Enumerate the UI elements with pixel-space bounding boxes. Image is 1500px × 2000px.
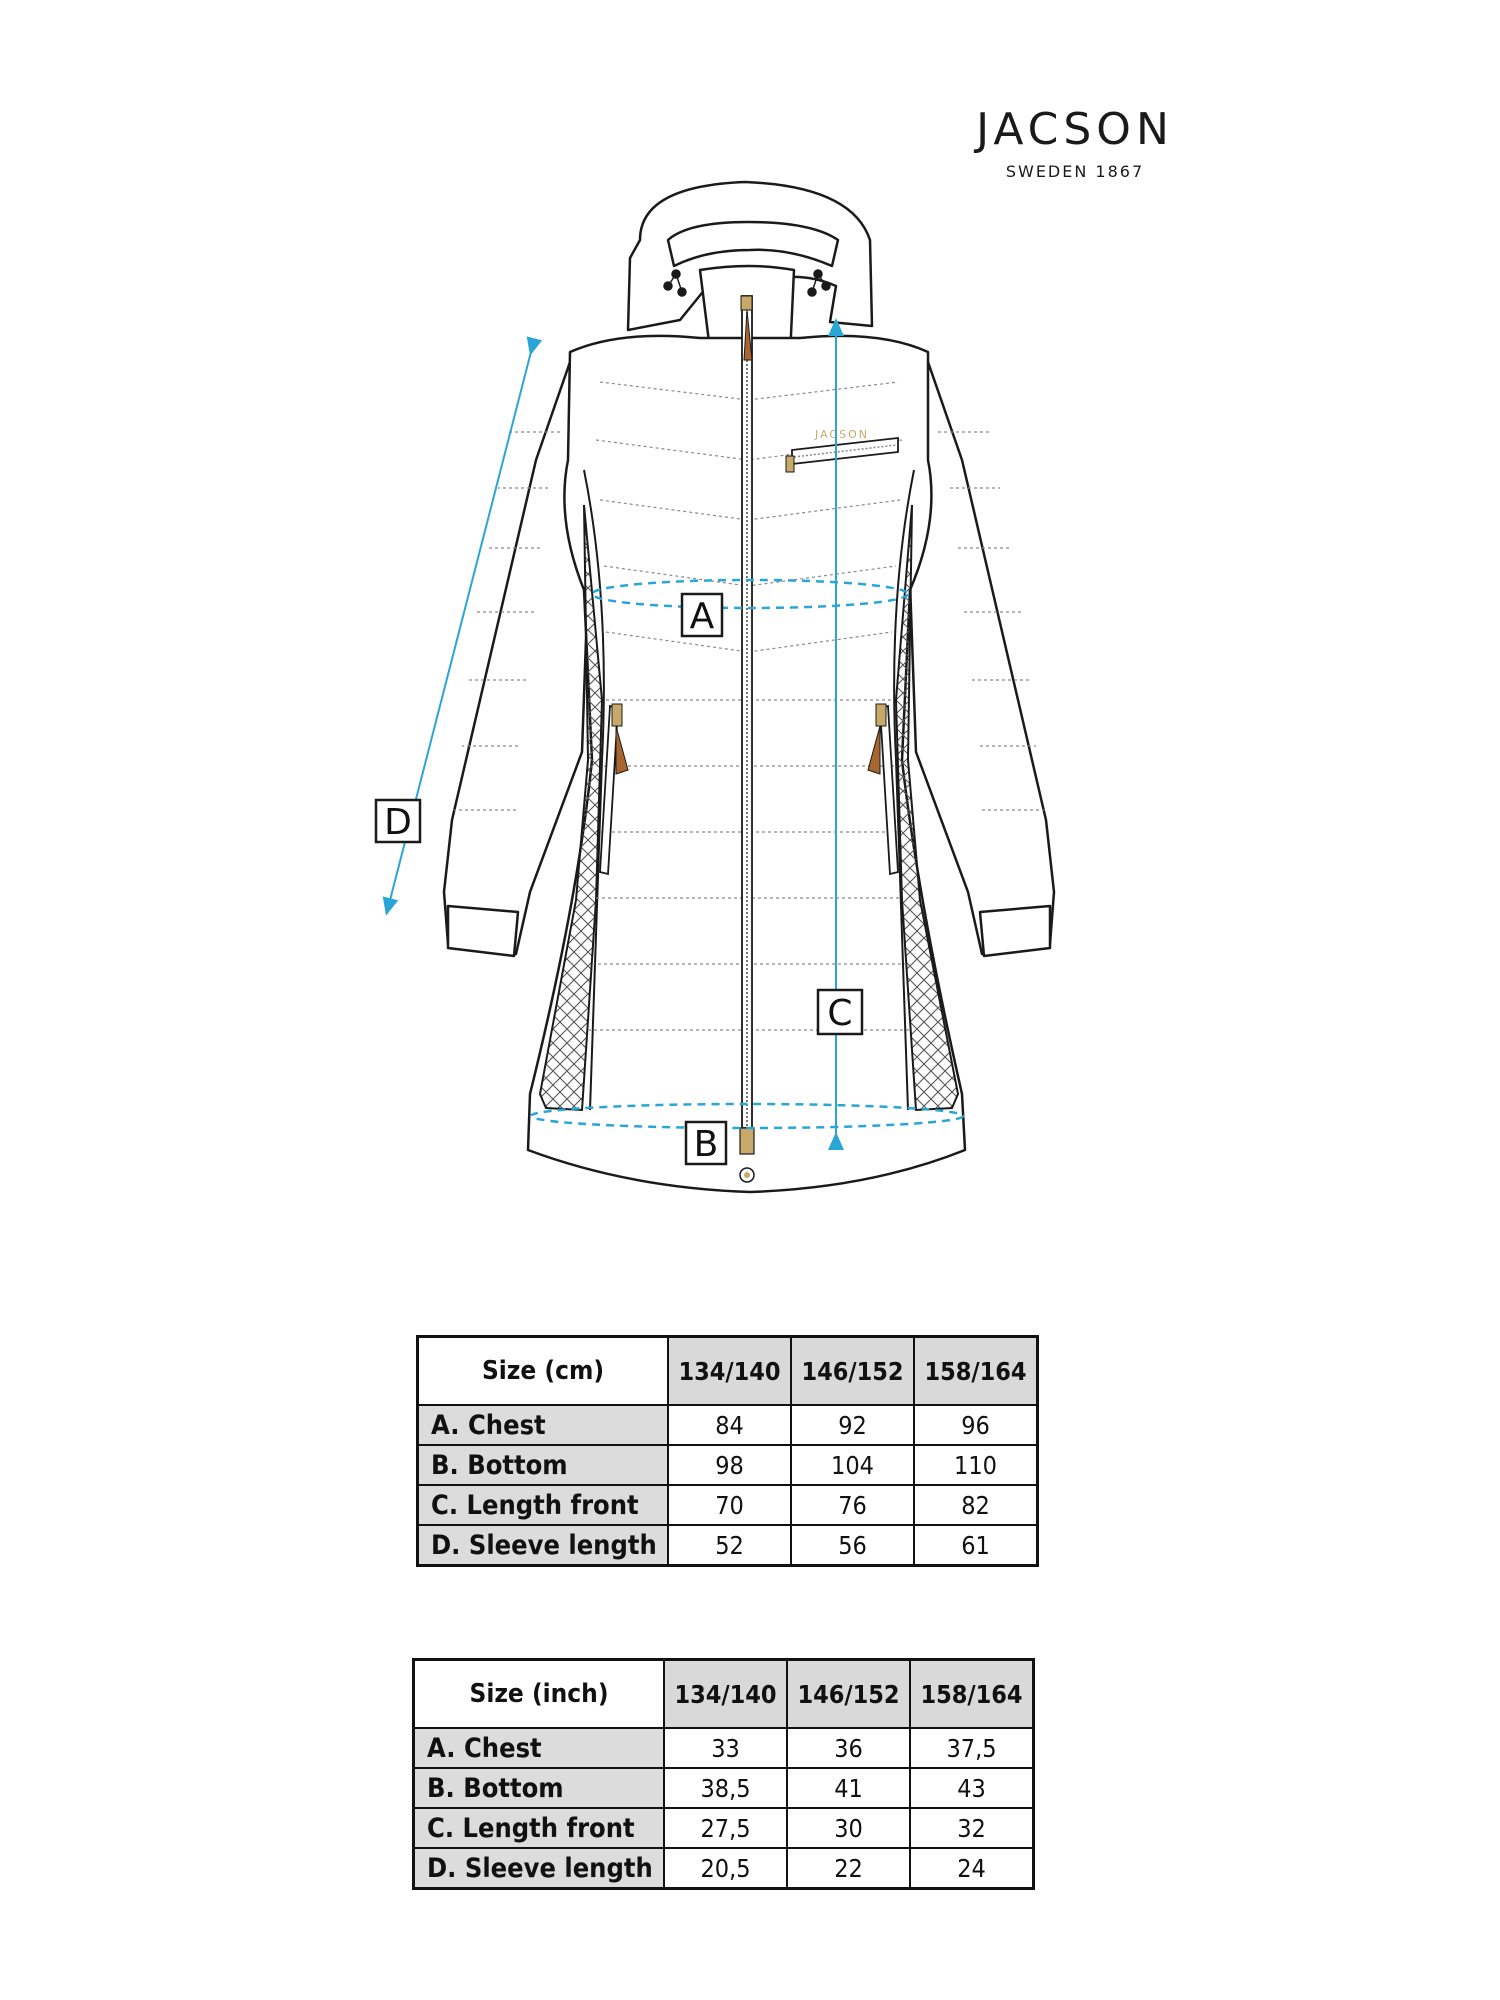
table-row [414, 1848, 1034, 1889]
svg-text:D: D [384, 802, 412, 843]
row-label: B. Bottom [418, 1445, 669, 1485]
table-cell: 92 [791, 1405, 914, 1445]
size-column-header: 146/152 [791, 1337, 914, 1406]
table-cell: 37,5 [910, 1728, 1034, 1768]
table-cell: 61 [914, 1525, 1038, 1566]
table-cell: 41 [787, 1768, 910, 1808]
table-cell: 24 [910, 1848, 1034, 1889]
row-label: A. Chest [414, 1728, 665, 1768]
right-cuff [980, 906, 1050, 956]
table-cell: 76 [791, 1485, 914, 1525]
size-table-inch [412, 1658, 1035, 1890]
table-cell: 27,5 [664, 1808, 787, 1848]
svg-text:C: C [827, 993, 853, 1034]
table-cell: 36 [787, 1728, 910, 1768]
size-table-cm [416, 1335, 1039, 1567]
center-zipper [740, 296, 754, 1182]
row-label: C. Length front [418, 1485, 669, 1525]
table-row [418, 1405, 1038, 1445]
table-cell: 52 [668, 1525, 791, 1566]
size-column-header: 158/164 [914, 1337, 1038, 1406]
table-row [418, 1525, 1038, 1566]
table-header-label: Size (cm) [418, 1337, 669, 1406]
table-row [418, 1445, 1038, 1485]
left-cuff [448, 906, 518, 956]
table-cell: 110 [914, 1445, 1038, 1485]
row-label: B. Bottom [414, 1768, 665, 1808]
size-column-header: 134/140 [664, 1660, 787, 1729]
table-cell: 43 [910, 1768, 1034, 1808]
label-d [376, 800, 420, 843]
label-a [682, 594, 722, 637]
chest-logo: JACSON [815, 428, 869, 441]
row-label: D. Sleeve length [418, 1525, 669, 1566]
label-c [818, 990, 862, 1034]
table-cell: 56 [791, 1525, 914, 1566]
svg-text:A: A [689, 596, 715, 637]
table-cell: 32 [910, 1808, 1034, 1848]
size-column-header: 134/140 [668, 1337, 791, 1406]
table-cell: 82 [914, 1485, 1038, 1525]
table-cell: 70 [668, 1485, 791, 1525]
table-cell: 33 [664, 1728, 787, 1768]
table-header-row [414, 1660, 1034, 1729]
row-label: A. Chest [418, 1405, 669, 1445]
table-row [414, 1768, 1034, 1808]
table-header-row [418, 1337, 1038, 1406]
table-cell: 22 [787, 1848, 910, 1889]
table-cell: 98 [668, 1445, 791, 1485]
table-cell: 96 [914, 1405, 1038, 1445]
size-column-header: 146/152 [787, 1660, 910, 1729]
table-header-label: Size (inch) [414, 1660, 665, 1729]
brand-name: JACSON [976, 104, 1174, 155]
table-row [418, 1485, 1038, 1525]
size-column-header: 158/164 [910, 1660, 1034, 1729]
brand-tagline: SWEDEN 1867 [1005, 162, 1145, 181]
table-cell: 30 [787, 1808, 910, 1848]
row-label: D. Sleeve length [414, 1848, 665, 1889]
svg-text:B: B [693, 1124, 719, 1165]
table-row [414, 1808, 1034, 1848]
table-cell: 84 [668, 1405, 791, 1445]
table-cell: 38,5 [664, 1768, 787, 1808]
label-b [686, 1122, 726, 1165]
table-cell: 104 [791, 1445, 914, 1485]
table-cell: 20,5 [664, 1848, 787, 1889]
table-row [414, 1728, 1034, 1768]
row-label: C. Length front [414, 1808, 665, 1848]
